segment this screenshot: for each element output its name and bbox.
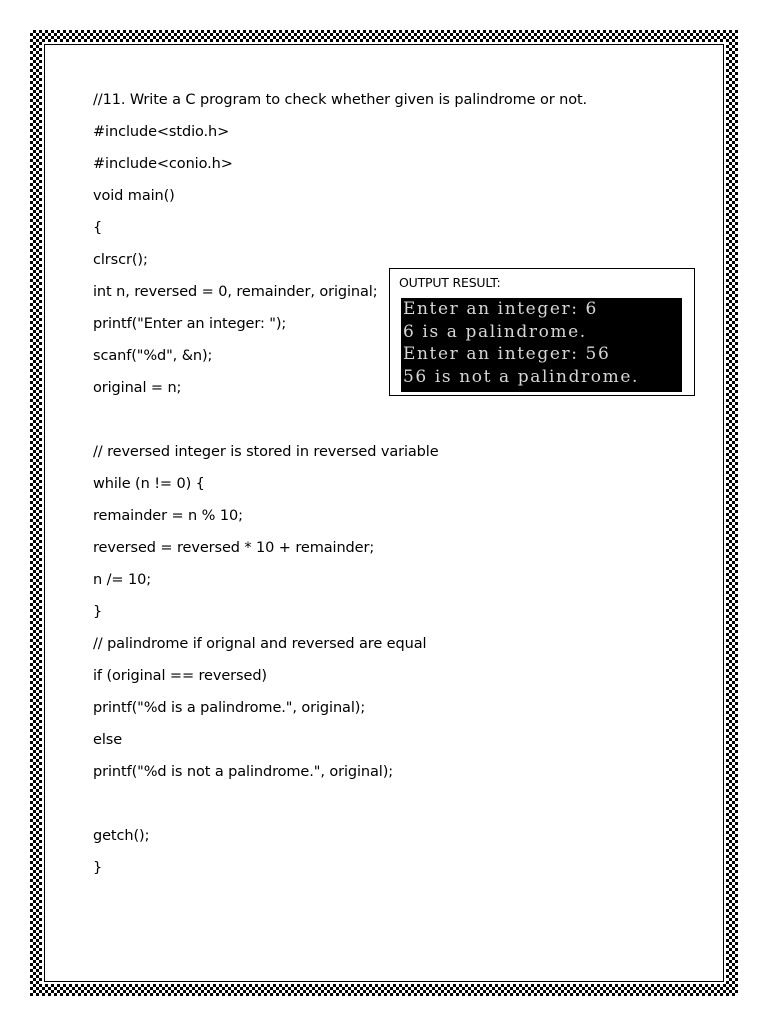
code-line: else: [93, 732, 123, 748]
code-line: remainder = n % 10;: [93, 508, 243, 524]
code-line: reversed = reversed * 10 + remainder;: [93, 540, 375, 556]
code-line: #include<conio.h>: [93, 156, 233, 172]
code-line: printf("Enter an integer: ");: [93, 316, 287, 332]
code-line: }: [93, 860, 103, 876]
console-line: 6 is a palindrome.: [403, 321, 587, 342]
console-line: 56 is not a palindrome.: [403, 366, 640, 387]
code-line: {: [93, 220, 103, 236]
output-result-label: OUTPUT RESULT:: [399, 275, 501, 290]
code-line: n /= 10;: [93, 572, 151, 588]
code-line: //11. Write a C program to check whether given is palindrome or not.: [93, 92, 588, 108]
code-line: original = n;: [93, 380, 182, 396]
code-line: #include<stdio.h>: [93, 124, 230, 140]
output-result-box: [389, 268, 695, 396]
code-line: // reversed integer is stored in reversed variable: [93, 444, 439, 460]
code-line: clrscr();: [93, 252, 148, 268]
code-line: printf("%d is a palindrome.", original);: [93, 700, 366, 716]
code-line: int n, reversed = 0, remainder, original;: [93, 284, 378, 300]
console-window: [401, 298, 682, 392]
code-line: if (original == reversed): [93, 668, 267, 684]
code-line: printf("%d is not a palindrome.", original);: [93, 764, 394, 780]
code-line: getch();: [93, 828, 150, 844]
code-line: // palindrome if orignal and reversed are equal: [93, 636, 427, 652]
code-line: }: [93, 604, 103, 620]
code-line: while (n != 0) {: [93, 476, 205, 492]
console-line: Enter an integer: 6: [403, 299, 598, 319]
code-line: scanf("%d", &n);: [93, 348, 213, 364]
console-line: Enter an integer: 56: [403, 344, 611, 364]
code-line: void main(): [93, 188, 175, 204]
